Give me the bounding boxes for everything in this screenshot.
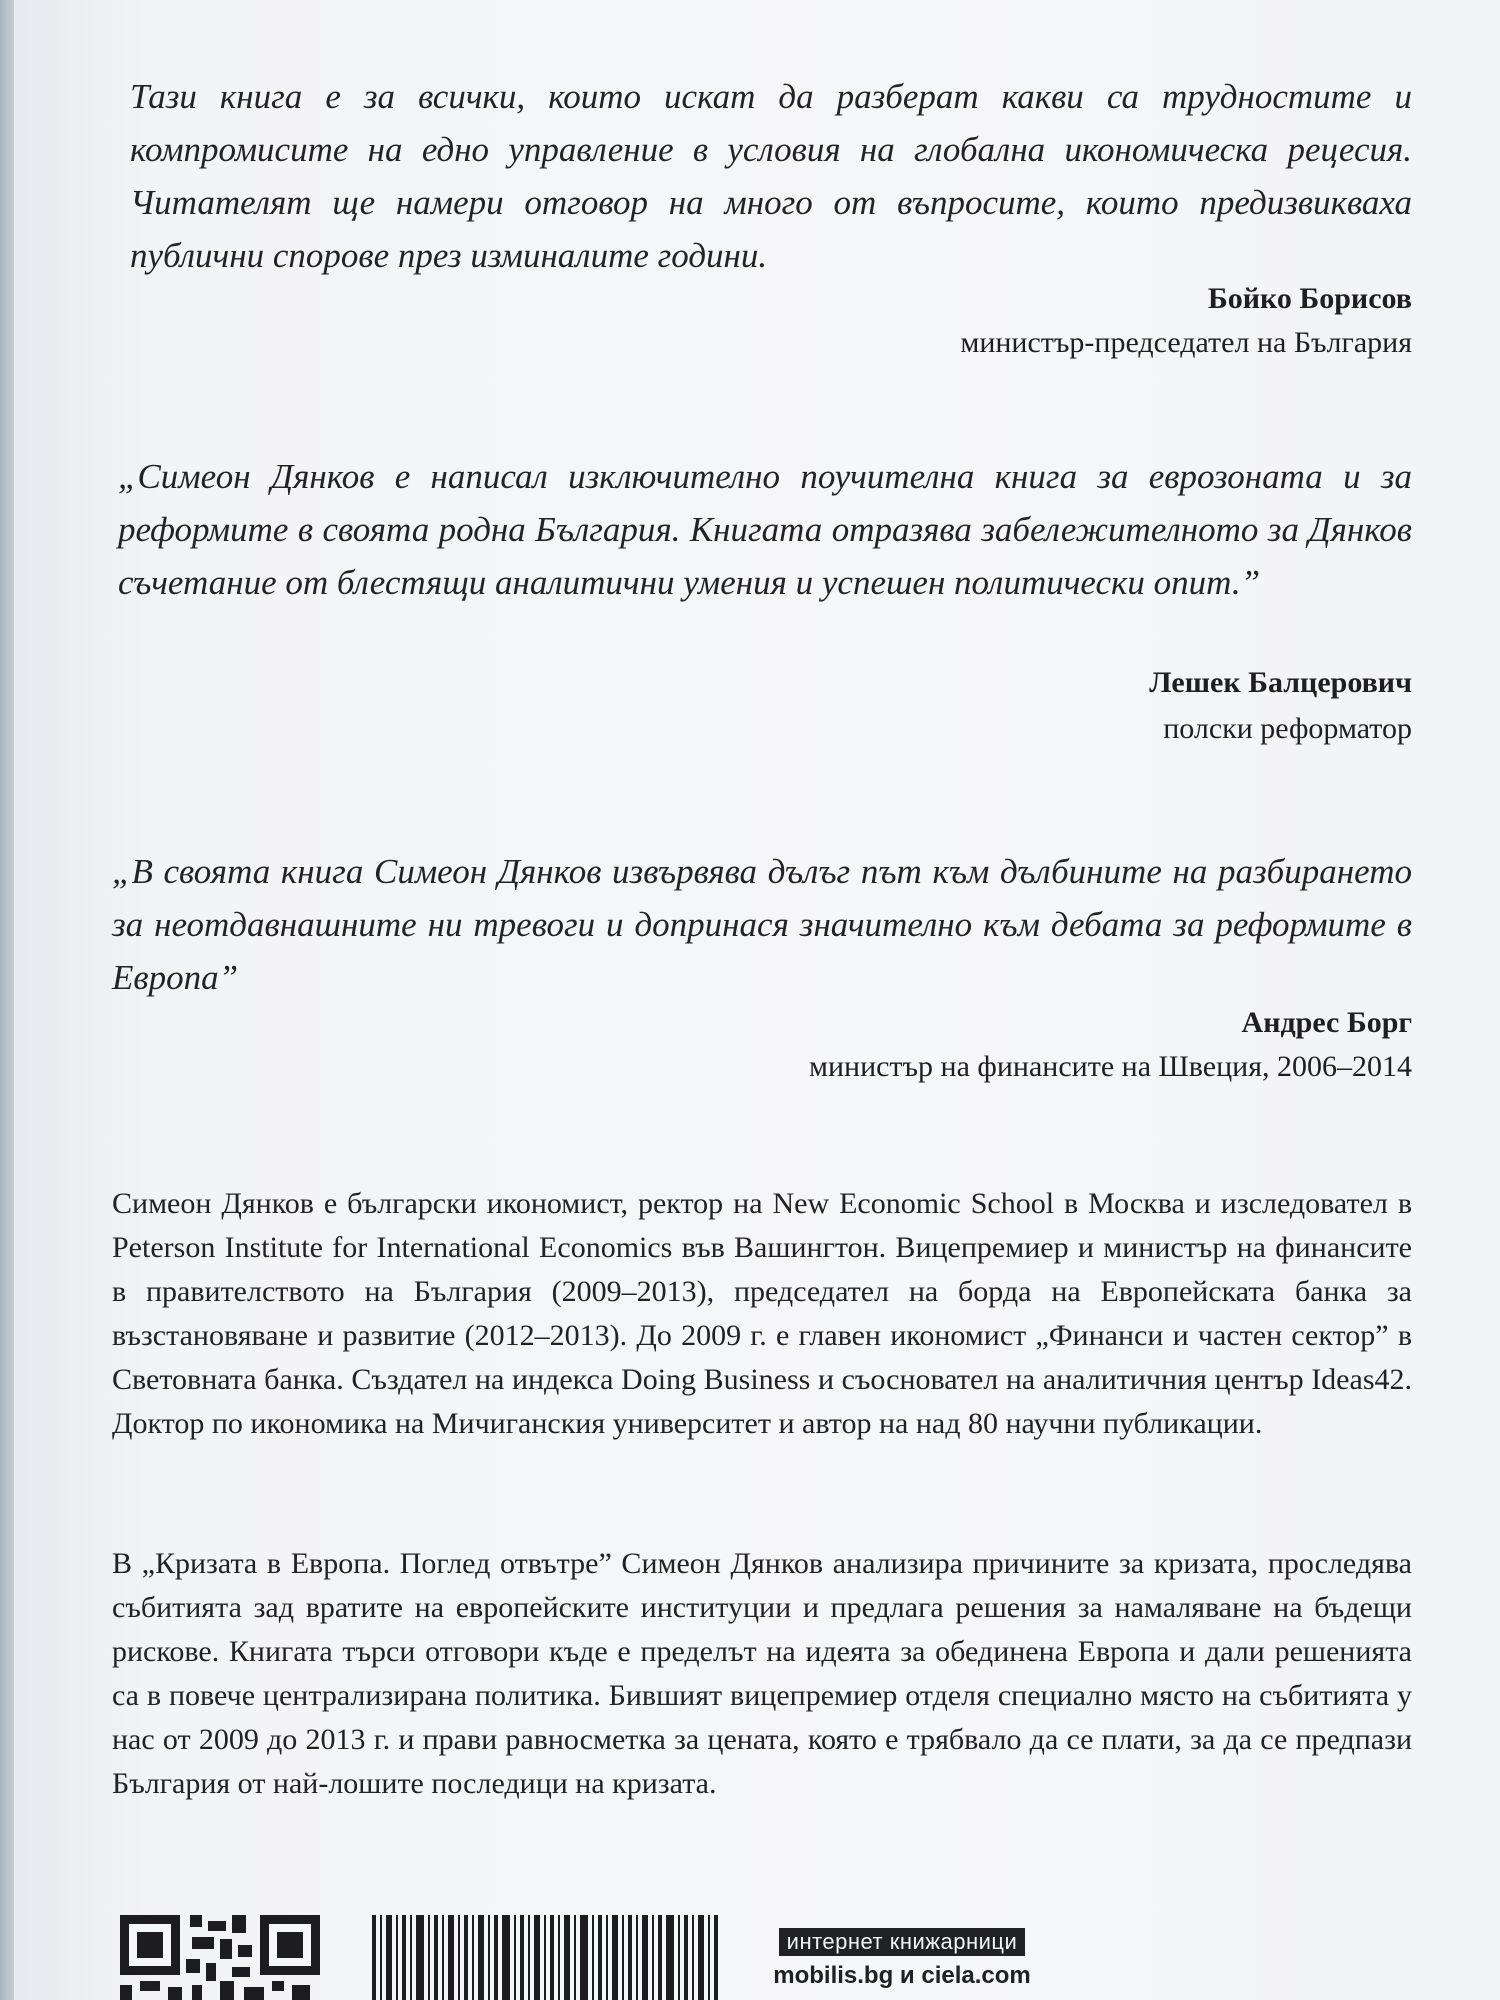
- online-bookstores: [752, 1928, 1052, 1990]
- role-borg: министър на финансите на Швеция, 2006–2014: [808, 1050, 1412, 1083]
- book-summary: В „Кризата в Европа. Поглед отвътре” Симеон Дянков анализира причините за кризата, проследява събитията зад вратите на европейските институции и предлага решения за намаляване на бъдещи рискове. Книгата търси отговори къде е пределът на идеята за обединена Европа и дали решенията са в повече централизирана политика. Бившият вицепремиер отделя специално място на събитията у нас от 2009 до 2013 г. и прави равносметка за цената, която е трябвало да се плати, за да се предпази България от най-лошите последици на кризата.: [112, 1547, 1412, 1800]
- role-balcerowicz: полски реформатор: [1163, 712, 1412, 745]
- book-back-cover: [14, 0, 1500, 2000]
- store-label: интернет книжарници: [779, 1928, 1026, 1956]
- quote-borg: „В своята книга Симеон Дянков извървява дълъг път към дълбините на разбирането за неотдавнашните ни тревоги и допринася значително към дебата за реформите в Европа”: [112, 852, 1412, 997]
- role-borisov: министър-председател на България: [960, 326, 1412, 359]
- qr-code: [120, 1915, 320, 2000]
- author-borisov: Бойко Борисов: [1207, 282, 1412, 315]
- barcode: [372, 1915, 722, 2000]
- quote-balcerowicz: „Симеон Дянков е написал изключително поучителна книга за еврозоната и за реформите в своята родна България. Книгата отразява забележителното за Дянков съчетание от блестящи аналитични умения и успешен политически опит.”: [118, 457, 1412, 602]
- book-spine-edge: [0, 0, 14, 2000]
- author-borg: Андрес Борг: [1241, 1006, 1412, 1039]
- author-bio: Симеон Дянков е български икономист, ректор на New Economic School в Москва и изследовател в Peterson Institute for International Economics във Вашингтон. Вицепремиер и министър на финансите в правителството на България (2009–2013), председател на борда на Европейската банка за възстановяване и развитие (2012–2013). До 2009 г. е главен икономист „Финанси и частен сектор” в Световната банка. Създател на индекса Doing Business и съосновател на аналитичния център Ideas42. Доктор по икономика на Мичиганския университет и автор на над 80 научни публикации.: [112, 1187, 1412, 1440]
- quote-borisov: Тази книга е за всички, които искат да разберат какви са трудностите и компромисите на едно управление в условия на глобална икономическа рецесия. Читателят ще намери отговор на много от въпросите, които предизвикваха публични спорове през изминалите години.: [130, 77, 1412, 275]
- author-balcerowicz: Лешек Балцерович: [1149, 666, 1412, 699]
- store-sites: mobilis.bg и ciela.com: [773, 1962, 1031, 1989]
